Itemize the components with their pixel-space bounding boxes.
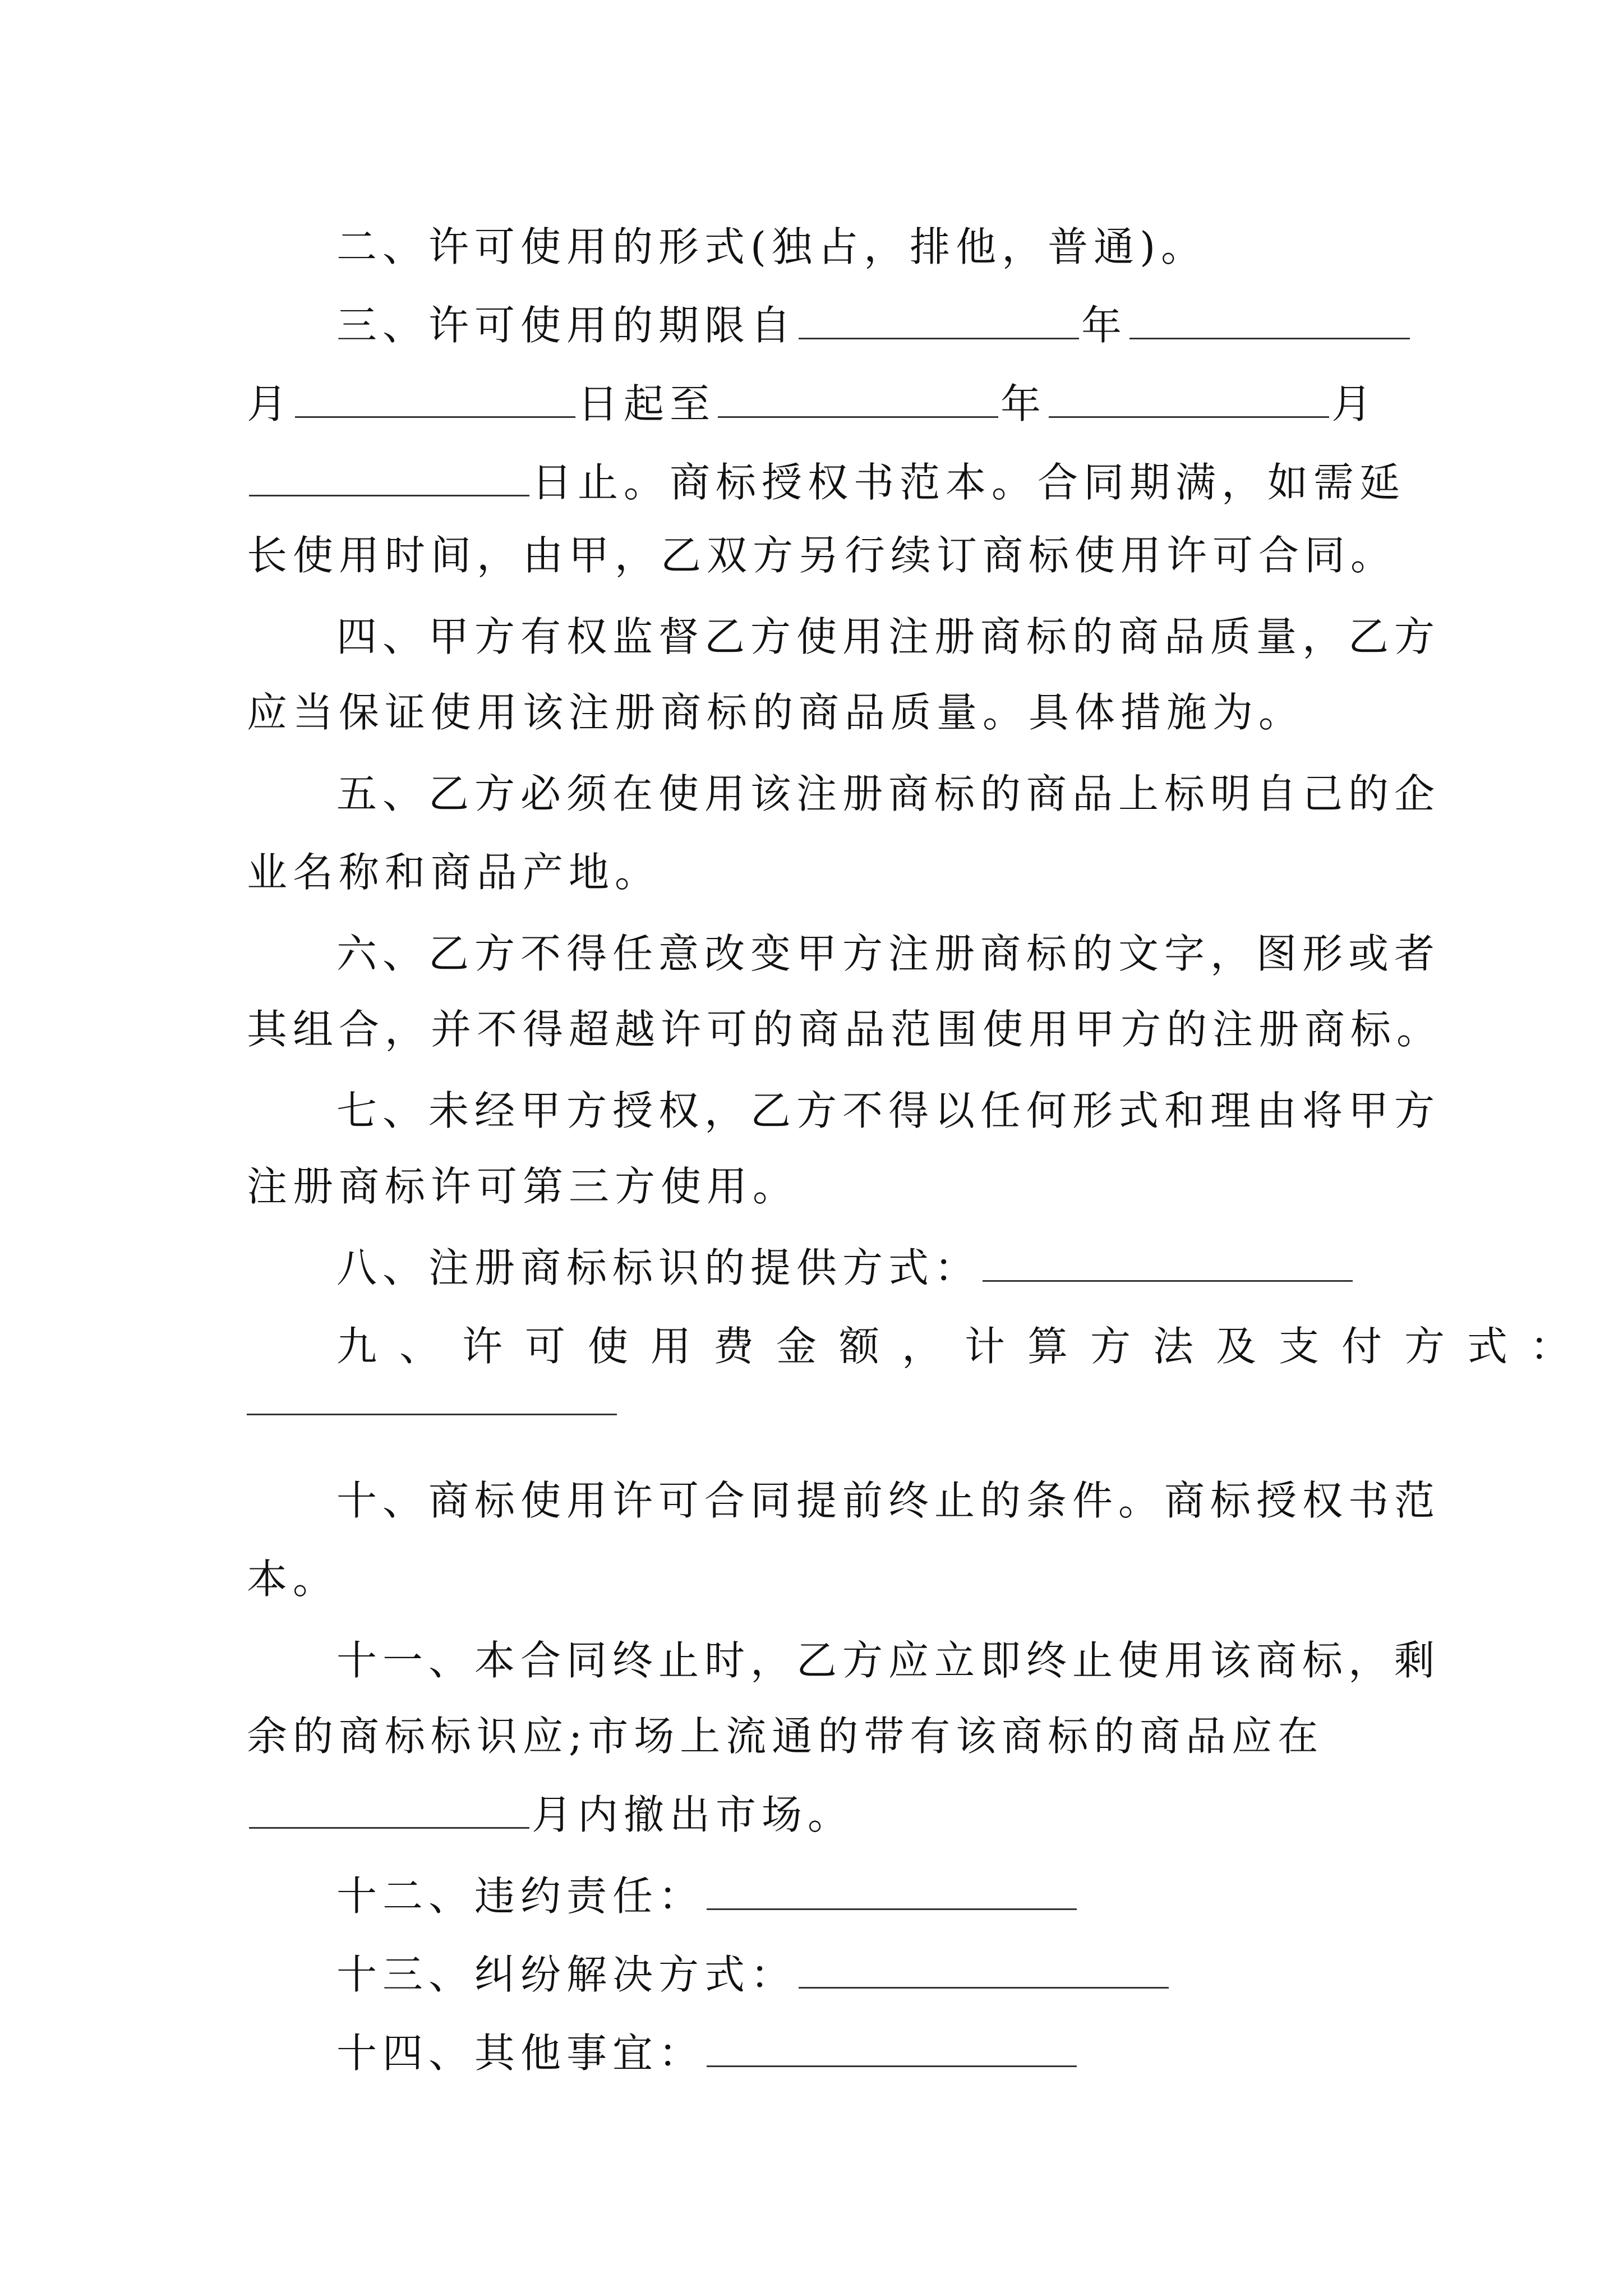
clause-11-text-l1: 十一、本合同终止时，乙方应立即终止使用该商标，剩 [336, 1637, 1441, 1684]
clause-3-line-4 [247, 522, 1397, 589]
start-year-blank[interactable] [799, 304, 1079, 339]
clause-2 [247, 213, 1391, 280]
clause-4-line-1 [247, 603, 1441, 670]
clause-4-text-l1: 四、甲方有权监督乙方使用注册商标的商品质量，乙方 [336, 613, 1441, 660]
clause-3-text-a: 三、许可使用的期限自 [336, 302, 797, 349]
clause-3-line-3 [247, 449, 1406, 516]
clause-6-text-l2: 其组合，并不得超越许可的商品范围使用甲方的注册商标。 [247, 1006, 1443, 1053]
clause-3-month-label: 月 [247, 380, 293, 427]
clause-6-line-2 [247, 996, 1443, 1063]
clause-5-text-l2: 业名称和商品产地。 [247, 849, 661, 896]
clause-5-text-l1: 五、乙方必须在使用该注册商标的商品上标明自己的企 [336, 770, 1441, 817]
withdraw-months-blank[interactable] [249, 1793, 529, 1829]
clause-13-text: 十三、纠纷解决方式： [336, 1951, 797, 1998]
clause-13 [247, 1941, 1391, 2008]
start-day-blank[interactable] [295, 383, 575, 418]
clause-6-line-1 [247, 920, 1441, 987]
end-day-blank[interactable] [249, 461, 529, 496]
clause-11-line-1 [247, 1627, 1441, 1694]
clause-10-line-1 [247, 1467, 1441, 1534]
clause-3-year-label: 年 [1000, 380, 1047, 427]
clause-12 [247, 1862, 1391, 1930]
clause-14-text: 十四、其他事宜： [336, 2030, 705, 2077]
clause-6-text-l1: 六、乙方不得任意改变甲方注册商标的文字，图形或者 [336, 930, 1441, 977]
clause-3-text-b: 年 [1081, 302, 1128, 349]
clause-10-text-l1: 十、商标使用许可合同提前终止的条件。商标授权书范 [336, 1477, 1441, 1524]
clause-2-text: 二、许可使用的形式(独占，排他，普通)。 [336, 223, 1207, 270]
liability-blank[interactable] [707, 1875, 1077, 1910]
clause-5-line-1 [247, 760, 1441, 827]
clause-11-line-2 [247, 1703, 1391, 1770]
clause-7-line-1 [247, 1077, 1441, 1144]
clause-9 [247, 1313, 1593, 1380]
clause-5-line-2 [247, 839, 1391, 906]
clause-11-line-3 [247, 1781, 1391, 1848]
clause-14 [247, 2019, 1391, 2087]
clause-3-line-2 [247, 370, 1391, 438]
clause-11-text-l2: 余的商标标识应;市场上流通的带有该商标的商品应在 [247, 1713, 1324, 1760]
clause-12-text: 十二、违约责任： [336, 1872, 705, 1920]
clause-4-text-l2: 应当保证使用该注册商标的商品质量。具体措施为。 [247, 689, 1305, 736]
clause-3-line-1 [247, 292, 1391, 359]
clause-3-from-to-label: 日起至 [578, 380, 716, 427]
clause-3-text-l3: 日止。商标授权书范本。合同期满，如需延 [532, 459, 1406, 506]
clause-9-text: 九、许可使用费金额，计算方法及支付方式： [336, 1323, 1593, 1370]
end-year-blank[interactable] [718, 383, 998, 418]
other-matters-blank[interactable] [707, 2032, 1077, 2067]
end-month-blank[interactable] [1049, 383, 1329, 418]
start-month-blank[interactable] [1129, 304, 1410, 339]
clause-7-text-l2: 注册商标许可第三方使用。 [247, 1163, 799, 1210]
fee-blank[interactable] [247, 1414, 617, 1415]
clause-3-text-l4: 长使用时间，由甲，乙双方另行续订商标使用许可合同。 [247, 532, 1397, 579]
clause-7-text-l1: 七、未经甲方授权，乙方不得以任何形式和理由将甲方 [336, 1087, 1441, 1134]
clause-10-text-l2: 本。 [247, 1556, 339, 1603]
clause-8 [247, 1234, 1391, 1301]
dispute-resolution-blank[interactable] [799, 1953, 1169, 1989]
clause-4-line-2 [247, 679, 1391, 746]
clause-3-month-label-2: 月 [1331, 380, 1378, 427]
clause-7-line-2 [247, 1153, 1391, 1220]
clause-10-line-2 [247, 1545, 1391, 1613]
mark-provision-blank[interactable] [983, 1246, 1353, 1282]
clause-11-text-l3: 月内撤出市场。 [532, 1791, 854, 1838]
clause-8-text: 八、注册商标标识的提供方式： [336, 1244, 981, 1291]
